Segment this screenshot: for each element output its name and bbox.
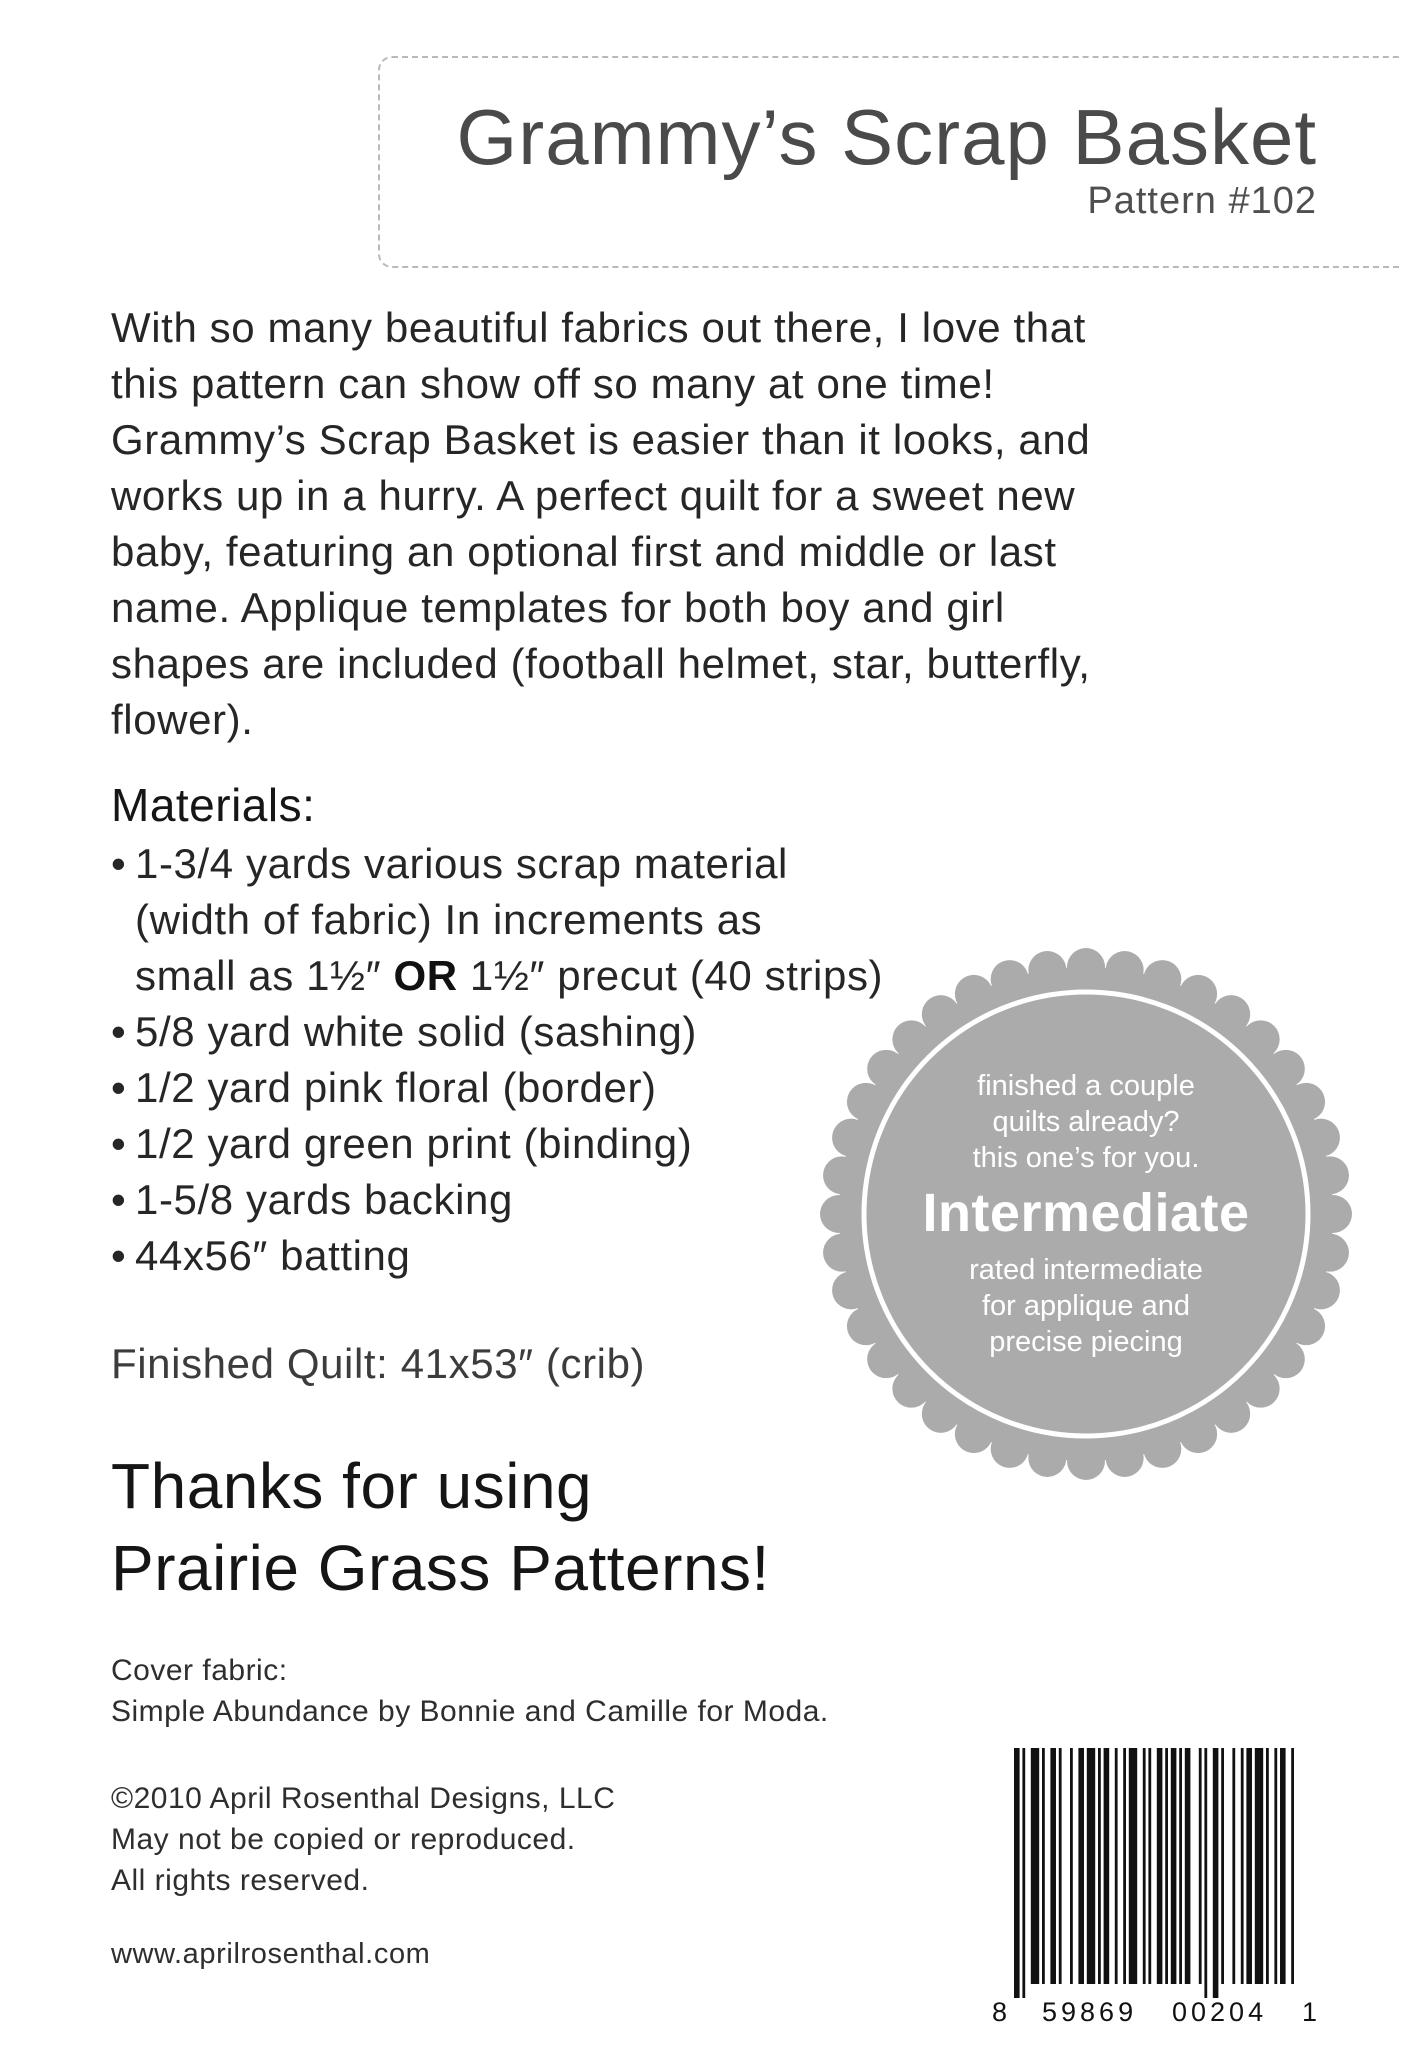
- intro-paragraph: [111, 300, 1191, 748]
- intro-line: baby, featuring an optional first and middle or last: [111, 528, 1057, 575]
- barcode-bar: [1050, 1748, 1056, 1984]
- barcode-bar: [1266, 1748, 1269, 1984]
- materials-item: [111, 836, 883, 1004]
- materials-item-line: [111, 948, 883, 1004]
- barcode-bar: [1022, 1748, 1025, 1998]
- skill-level-label: Intermediate: [922, 1183, 1250, 1243]
- barcode-digit: 00204: [1172, 1997, 1268, 2027]
- badge-bottom-line: precise piecing: [989, 1326, 1183, 1358]
- bullet: •: [111, 1008, 127, 1055]
- barcode-bar: [1204, 1748, 1207, 1998]
- copyright-line: May not be copied or reproduced.: [111, 1823, 576, 1856]
- intro-line: flower).: [111, 696, 254, 743]
- thanks-message: [111, 1445, 770, 1609]
- barcode-bar: [1232, 1748, 1235, 1984]
- cover-fabric-text: Simple Abundance by Bonnie and Camille for Moda.: [111, 1695, 829, 1728]
- website-url: www.aprilrosenthal.com: [111, 1938, 431, 1970]
- cover-fabric-label: Cover fabric:: [111, 1654, 288, 1687]
- barcode-bar: [1042, 1748, 1045, 1984]
- intro-line: With so many beautiful fabrics out there, I love that: [111, 304, 1086, 351]
- barcode-bar: [1221, 1748, 1224, 1984]
- finished-quilt-size: Finished Quilt: 41x53″ (crib): [111, 1340, 646, 1387]
- materials-or-emphasis: OR: [393, 952, 458, 999]
- barcode-bar: [1129, 1748, 1137, 1984]
- intro-line: Grammy’s Scrap Basket is easier than it looks, and: [111, 416, 1091, 463]
- barcode-bar: [1070, 1748, 1073, 1984]
- materials-item-text: 1/2 yard pink floral (border): [135, 1064, 657, 1111]
- materials-item: [111, 1004, 883, 1060]
- page-title: Grammy’s Scrap Basket: [456, 93, 1317, 181]
- materials-item-text: 1/2 yard green print (binding): [135, 1120, 693, 1167]
- barcode-bar: [1185, 1748, 1191, 1984]
- barcode-bar: [1157, 1748, 1163, 1984]
- barcode-bar: [1179, 1748, 1182, 1984]
- barcode-digit: 59869: [1042, 1997, 1138, 2027]
- badge-top-line: quilts already?: [992, 1106, 1180, 1138]
- barcode-bar: [1291, 1748, 1294, 1984]
- barcode-bar: [1078, 1748, 1084, 1984]
- copyright-notice: [111, 1778, 615, 1901]
- barcode-bar: [1274, 1748, 1277, 1984]
- bullet: •: [111, 1064, 127, 1111]
- barcode-bar: [1098, 1748, 1101, 1984]
- barcode-bar: [1115, 1748, 1118, 1984]
- pattern-number: Pattern #102: [1087, 180, 1317, 222]
- barcode-bars: [1014, 1748, 1294, 1998]
- materials-item-text: 1-3/4 yards various scrap material: [135, 840, 788, 887]
- barcode-bar: [1148, 1748, 1151, 1984]
- badge-top-line: this one’s for you.: [972, 1142, 1200, 1174]
- badge-bottom-line: rated intermediate: [969, 1254, 1203, 1286]
- thanks-line: Prairie Grass Patterns!: [111, 1532, 770, 1604]
- copyright-line: All rights reserved.: [111, 1864, 370, 1897]
- barcode-bar: [1199, 1748, 1202, 1984]
- bullet: •: [111, 1120, 127, 1167]
- barcode-bar: [1031, 1748, 1039, 1984]
- materials-item: [111, 1060, 883, 1116]
- copyright-line: ©2010 April Rosenthal Designs, LLC: [111, 1782, 616, 1815]
- materials-list: [111, 836, 883, 1284]
- materials-item-text: small as 1½″: [135, 952, 394, 999]
- materials-item: [111, 1116, 883, 1172]
- barcode: [990, 1748, 1320, 2028]
- barcode-bar: [1165, 1748, 1168, 1984]
- intro-line: works up in a hurry. A perfect quilt for a sweet new: [111, 472, 1076, 519]
- intro-line: shapes are included (football helmet, star, butterfly,: [111, 640, 1091, 687]
- barcode-bar: [1280, 1748, 1286, 1984]
- materials-item: [111, 1172, 883, 1228]
- barcode-bar: [1246, 1748, 1252, 1984]
- materials-item-text: 1½″ precut (40 strips): [457, 952, 884, 999]
- materials-item-text: 5/8 yard white solid (sashing): [135, 1008, 697, 1055]
- intro-line: name. Applique templates for both boy and girl: [111, 584, 1005, 631]
- intro-line: this pattern can show off so many at one time!: [111, 360, 995, 407]
- bullet: •: [111, 1176, 127, 1223]
- thanks-line: Thanks for using: [111, 1450, 593, 1522]
- barcode-digit: 8: [992, 1997, 1008, 2027]
- barcode-bar: [1059, 1748, 1062, 1984]
- bullet: •: [111, 840, 127, 887]
- barcode-bar: [1143, 1748, 1146, 1984]
- barcode-bar: [1104, 1748, 1110, 1984]
- barcode-bar: [1087, 1748, 1095, 1984]
- barcode-bar: [1014, 1748, 1020, 1998]
- bullet: •: [111, 1232, 127, 1279]
- barcode-digit: 1: [1302, 1997, 1318, 2027]
- barcode-bar: [1171, 1748, 1177, 1984]
- badge-bottom-line: for applique and: [982, 1290, 1190, 1322]
- badge-top-line: finished a couple: [977, 1070, 1195, 1102]
- barcode-bar: [1255, 1748, 1263, 1984]
- materials-heading: Materials:: [111, 779, 316, 831]
- materials-item-text: (width of fabric) In increments as: [135, 896, 763, 943]
- badge-text: [818, 946, 1354, 1482]
- cover-fabric-note: [111, 1650, 829, 1732]
- barcode-bar: [1213, 1748, 1219, 1998]
- barcode-bar: [1241, 1748, 1244, 1984]
- barcode-bar: [1123, 1748, 1126, 1984]
- materials-item: [111, 1228, 883, 1284]
- materials-item-text: 44x56″ batting: [135, 1232, 411, 1279]
- materials-item-text: 1-5/8 yards backing: [135, 1176, 513, 1223]
